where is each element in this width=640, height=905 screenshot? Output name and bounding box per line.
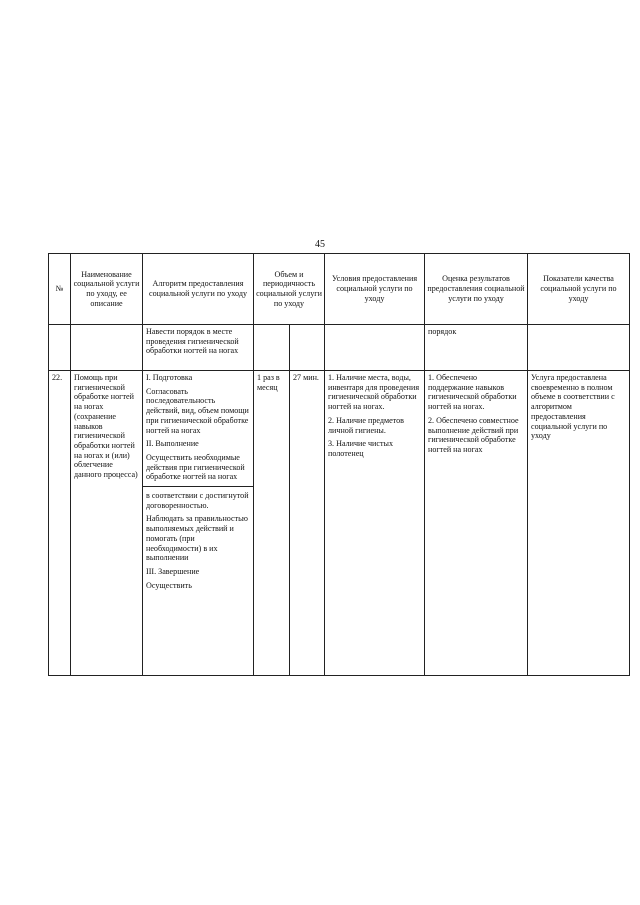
condition-1: 1. Наличие места, воды, инвентаря для проведения гигиенической обработки ногтей на ногах. — [328, 373, 420, 412]
page-number: 45 — [315, 239, 325, 250]
cont-no-cell — [49, 325, 71, 371]
row22-quality: Услуга предоставлена своевременно в полном объеме в соответствии с алгоритмом предоставления социальной услуги по уходу — [528, 371, 630, 676]
header-evaluation: Оценка результатов предоставления социальной услуги по уходу — [425, 254, 528, 325]
row22-name: Помощь при гигиенической обработке ногтей на ногах (сохранение навыков гигиенической обработки ногтей на ногах и (или) облегчение данного процесса) — [71, 371, 143, 676]
alg-step-1: Согласовать последовательность действий, вид, объем помощи при гигиенической обработке ногтей на ногах — [146, 386, 249, 435]
cont-conditions-cell — [325, 325, 425, 371]
row22-algorithm — [143, 371, 254, 676]
alg-step-4: Осуществить — [146, 580, 192, 590]
alg-stage-1: I. Подготовка — [146, 373, 193, 382]
condition-2: 2. Наличие предметов личной гигиены. — [328, 415, 404, 435]
cont-quality-cell — [528, 325, 630, 371]
alg-step-2: Осуществить необходимые действия при гигиенической обработке ногтей на ногах — [146, 452, 245, 482]
alg-stage-2: II. Выполнение — [146, 439, 199, 449]
row22-evaluation — [425, 371, 528, 676]
cont-periodicity-cell — [254, 325, 290, 371]
header-row — [49, 254, 630, 325]
header-algorithm: Алгоритм предоставления социальной услуги по уходу — [143, 254, 254, 325]
header-conditions: Условия предоставления социальной услуги по уходу — [325, 254, 425, 325]
continuation-row — [49, 325, 630, 371]
alg-step-2-cont: в соответствии с достигнутой договоренностью. — [146, 491, 249, 510]
row22-periodicity: 1 раз в месяц — [254, 371, 290, 676]
cont-algorithm-cell: Навести порядок в месте проведения гигиенической обработки ногтей на ногах — [143, 325, 254, 371]
header-no: № — [49, 254, 71, 325]
cont-evaluation-cell: порядок — [425, 325, 528, 371]
evaluation-2: 2. Обеспечено совместное выполнение действий при гигиенической обработке ногтей на ногах — [428, 415, 519, 454]
condition-3: 3. Наличие чистых полотенец — [328, 439, 394, 458]
row22-conditions — [325, 371, 425, 676]
row22-duration: 27 мин. — [290, 371, 325, 676]
row22-no: 22. — [49, 371, 71, 676]
evaluation-1: 1. Обеспечено поддержание навыков гигиенической обработки ногтей на ногах. — [428, 373, 517, 412]
cont-duration-cell — [290, 325, 325, 371]
header-quality: Показатели качества социальной услуги по уходу — [528, 254, 630, 325]
alg-divider — [143, 486, 253, 487]
header-volume: Объем и периодичность социальной услуги по уходу — [254, 254, 325, 325]
alg-stage-3: III. Завершение — [146, 566, 200, 576]
header-name: Наименование социальной услуги по уходу, ее описание — [71, 254, 143, 325]
services-table — [48, 253, 630, 676]
alg-step-3: Наблюдать за правильностью выполняемых действий и помогать (при необходимости) в их выполнении — [146, 514, 248, 563]
cont-name-cell — [71, 325, 143, 371]
row-22 — [49, 371, 630, 676]
